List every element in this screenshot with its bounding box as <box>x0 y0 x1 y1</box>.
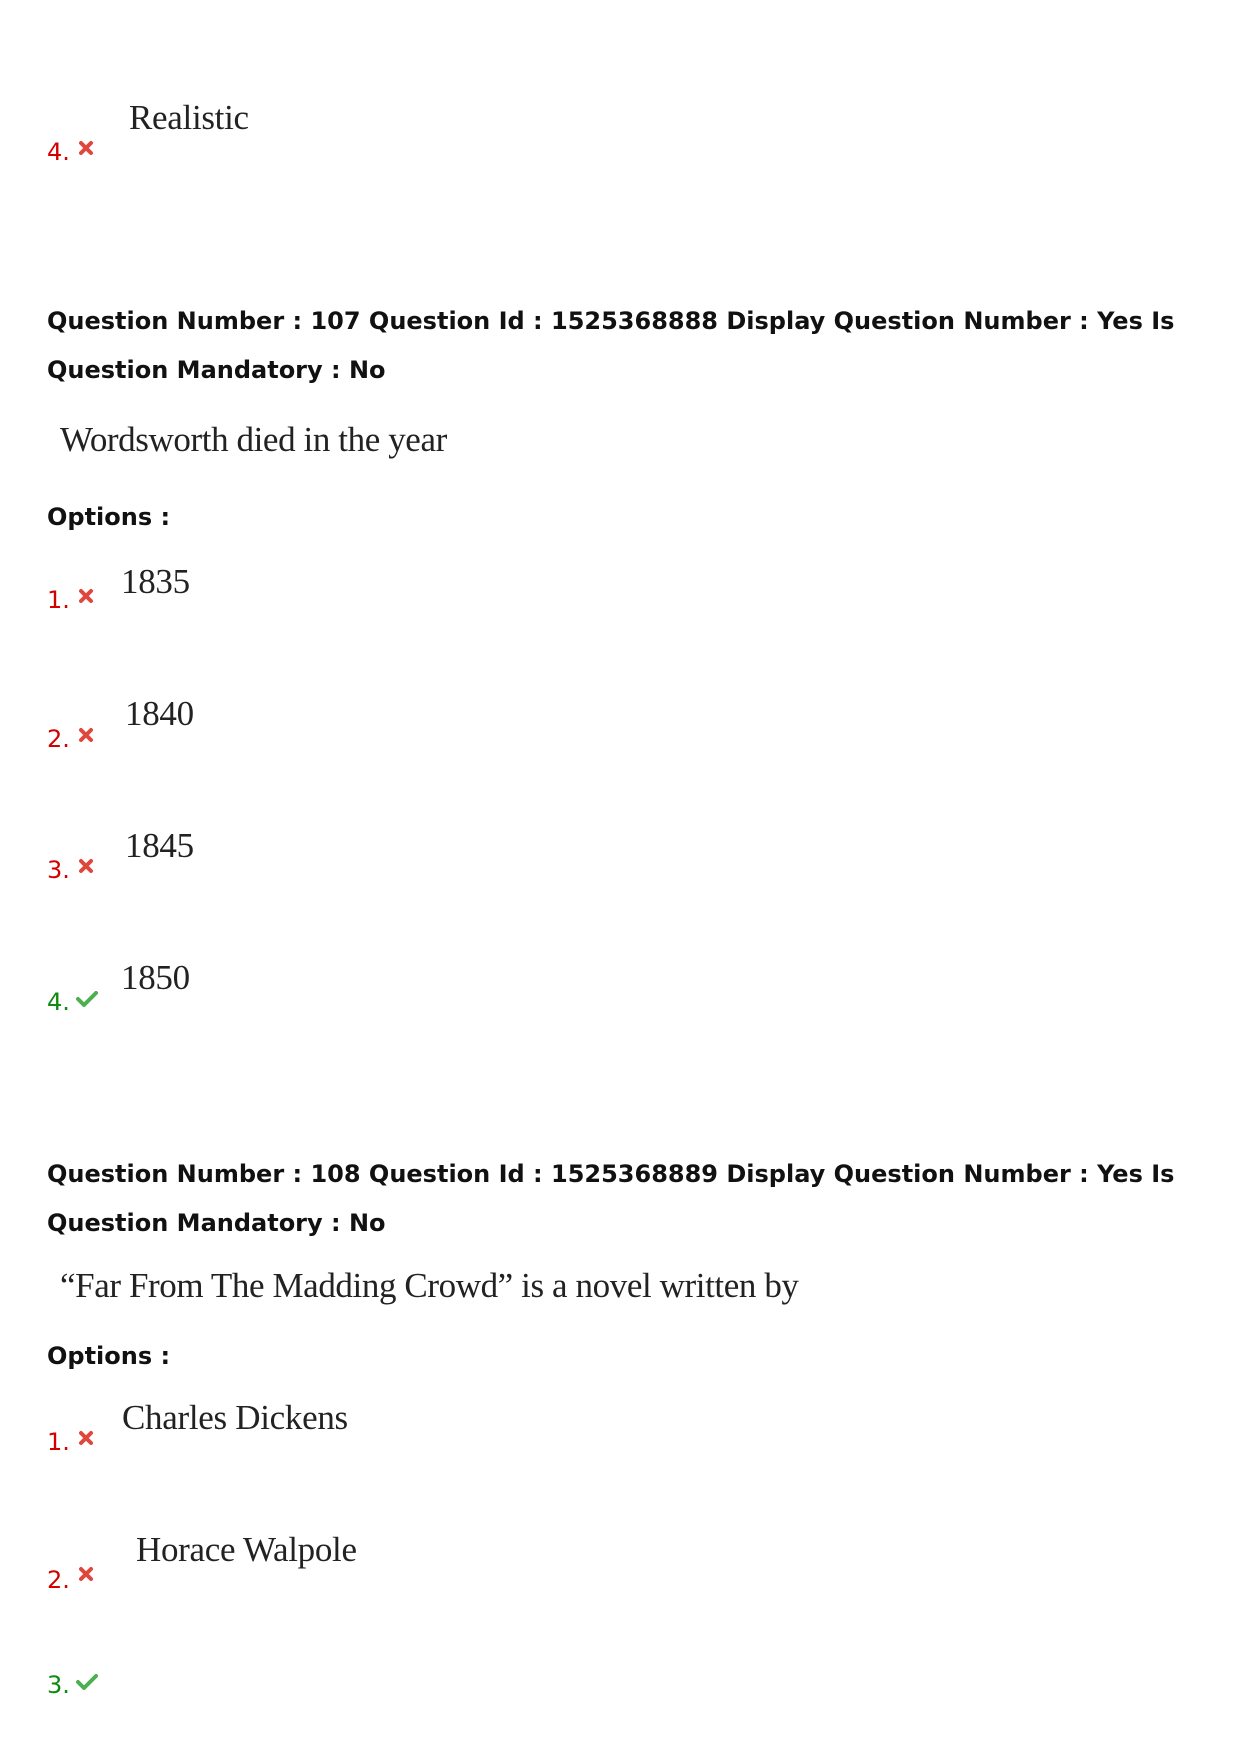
question-text: “Far From The Madding Crowd” is a novel written by <box>60 1266 799 1305</box>
check-icon <box>76 1673 98 1691</box>
option-number: 4. <box>47 988 70 1016</box>
check-icon <box>76 990 98 1008</box>
options-label: Options : <box>47 1342 171 1370</box>
option-text: 1850 <box>121 958 190 997</box>
option-text: Horace Walpole <box>136 1530 357 1569</box>
options-label: Options : <box>47 503 171 531</box>
question-header: Question Number : 108 Question Id : 1525368889 Display Question Number : Yes Is Question Mandatory : No <box>47 1160 1175 1237</box>
cross-icon <box>78 140 94 156</box>
cross-icon <box>78 858 94 874</box>
option-text: 1840 <box>125 694 194 733</box>
option-text: 1845 <box>125 826 194 865</box>
option-number: 4. <box>47 138 70 166</box>
question-text: Wordsworth died in the year <box>60 420 447 459</box>
option-number: 1. <box>47 586 70 614</box>
option-number: 3. <box>47 856 70 884</box>
option-number: 2. <box>47 1566 70 1594</box>
cross-icon <box>78 1430 94 1446</box>
question-header: Question Number : 107 Question Id : 1525368888 Display Question Number : Yes Is Question Mandatory : No <box>47 307 1175 384</box>
option-number: 2. <box>47 725 70 753</box>
option-text: Charles Dickens <box>122 1398 348 1437</box>
cross-icon <box>78 727 94 743</box>
option-text: Realistic <box>129 98 249 137</box>
option-number: 1. <box>47 1428 70 1456</box>
option-number: 3. <box>47 1671 70 1699</box>
cross-icon <box>78 588 94 604</box>
option-text: 1835 <box>121 562 190 601</box>
cross-icon <box>78 1566 94 1582</box>
